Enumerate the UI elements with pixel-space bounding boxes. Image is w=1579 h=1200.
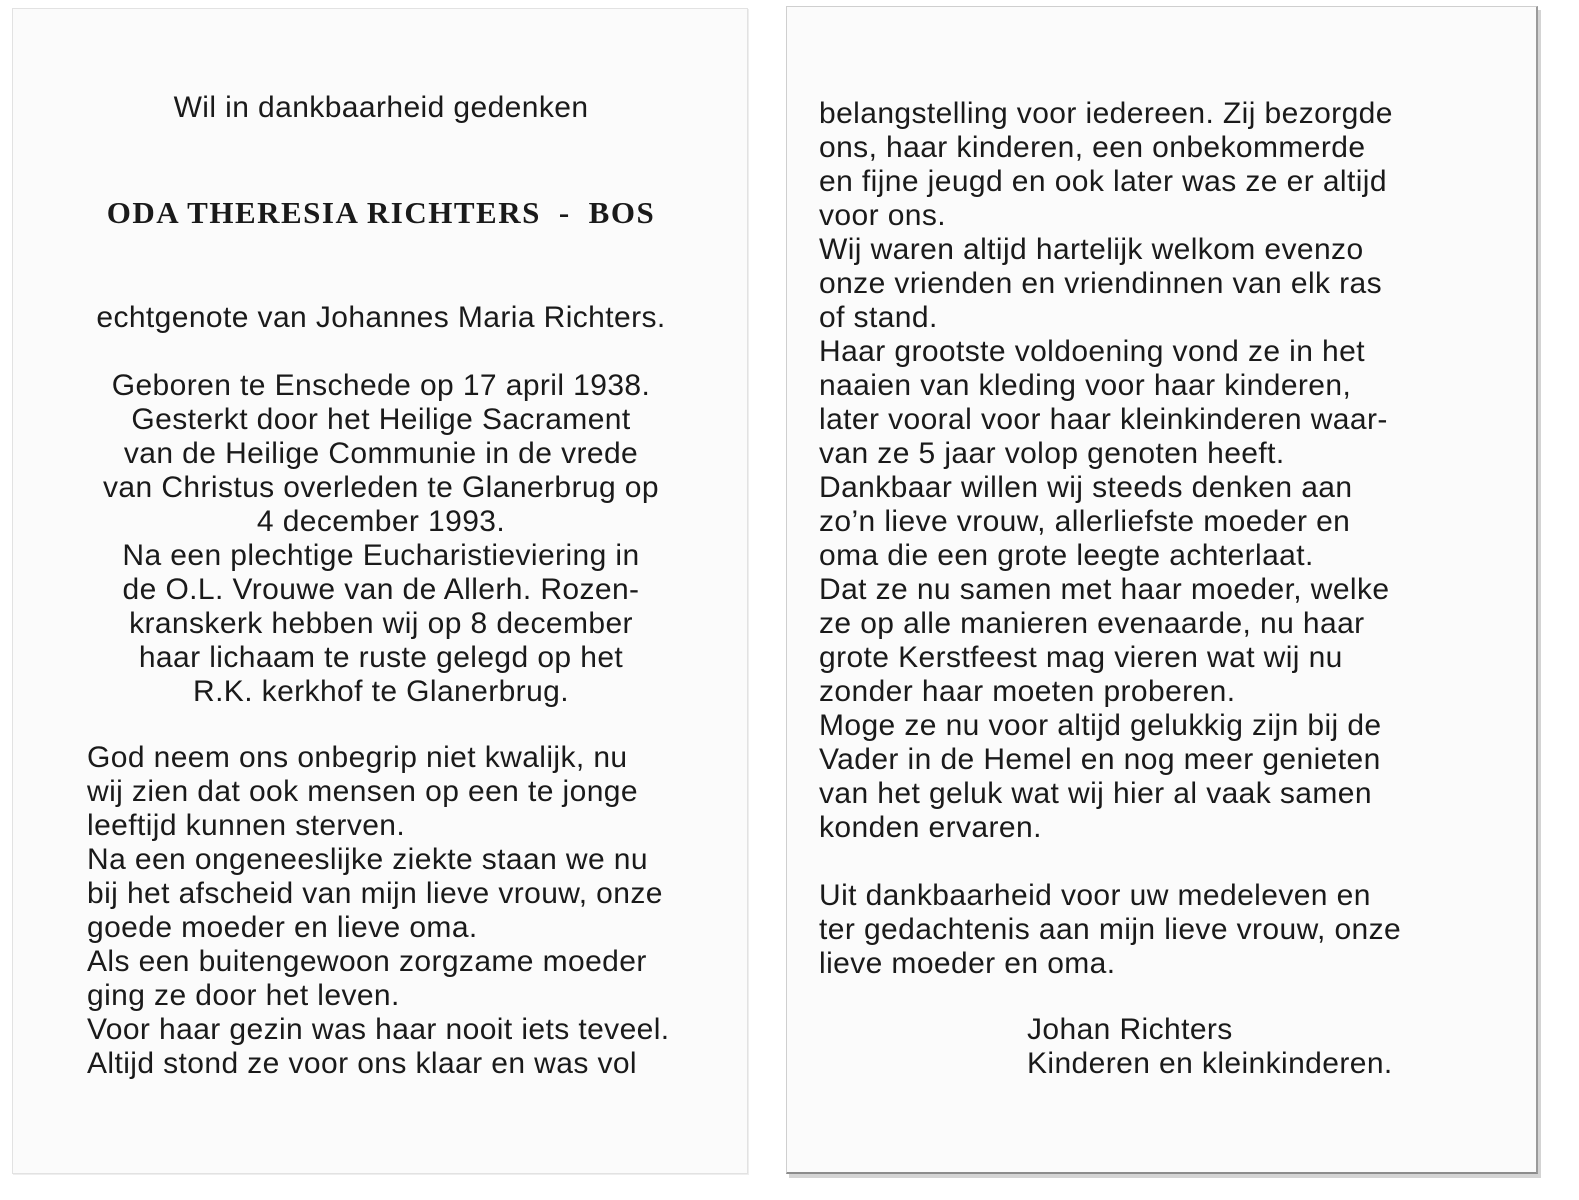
bio-line: Na een plechtige Eucharistieviering in [122, 539, 640, 572]
bio-line: van de Heilige Communie in de vrede [123, 437, 639, 470]
bio-line: de O.L. Vrouwe van de Allerh. Rozen- [122, 573, 640, 606]
text-line: van het geluk wat wij hier al vaak samen [819, 777, 1372, 810]
bio-line: kranskerk hebben wij op 8 december [129, 607, 633, 640]
signature-line: Johan Richters [1027, 1013, 1233, 1046]
spouse-line: echtgenote van Johannes Maria Richters. [96, 301, 666, 334]
text-line: Dat ze nu samen met haar moeder, welke [819, 573, 1390, 606]
text-line: belangstelling voor iedereen. Zij bezorgde [819, 97, 1393, 130]
text-line: goede moeder en lieve oma. [87, 911, 478, 944]
deceased-name-separator: - [558, 195, 571, 230]
text-line: God neem ons onbegrip niet kwalijk, nu [87, 741, 628, 774]
text-line: oma die een grote leegte achterlaat. [819, 539, 1314, 572]
memorial-card-right-page [786, 6, 1538, 1174]
bio-line: R.K. kerkhof te Glanerbrug. [193, 675, 569, 708]
text-line: van ze 5 jaar volop genoten heeft. [819, 437, 1285, 470]
bio-line: 4 december 1993. [256, 505, 506, 538]
intro-line: Wil in dankbaarheid gedenken [173, 91, 589, 124]
text-line: Vader in de Hemel en nog meer genieten [819, 743, 1381, 776]
text-line: Moge ze nu voor altijd gelukkig zijn bij de [819, 709, 1382, 742]
text-line: konden ervaren. [819, 811, 1042, 844]
text-line: voor ons. [819, 199, 946, 232]
text-line: Als een buitengewoon zorgzame moeder [87, 945, 647, 978]
text-line: Altijd stond ze voor ons klaar en was vol [87, 1047, 637, 1080]
text-line: ze op alle manieren evenaarde, nu haar [819, 607, 1365, 640]
text-line: ging ze door het leven. [87, 979, 400, 1012]
text-line: Na een ongeneeslijke ziekte staan we nu [87, 843, 648, 876]
text-line: of stand. [819, 301, 938, 334]
deceased-name-first: ODA THERESIA RICHTERS [106, 195, 541, 230]
text-line: Voor haar gezin was haar nooit iets teveel. [87, 1013, 670, 1046]
bio-line: van Christus overleden te Glanerbrug op [103, 471, 659, 504]
deceased-name-last: BOS [588, 195, 656, 230]
text-line: naaien van kleding voor haar kinderen, [819, 369, 1352, 402]
text-line: bij het afscheid van mijn lieve vrouw, onze [87, 877, 663, 910]
text-line: zonder haar moeten proberen. [819, 675, 1236, 708]
memorial-card-left-page [12, 8, 748, 1174]
bio-line: haar lichaam te ruste gelegd op het [138, 641, 624, 674]
text-line: wij zien dat ook mensen op een te jonge [87, 775, 638, 808]
thanks-line: Uit dankbaarheid voor uw medeleven en [819, 879, 1371, 912]
text-line: grote Kerstfeest mag vieren wat wij nu [819, 641, 1343, 674]
thanks-line: ter gedachtenis aan mijn lieve vrouw, onze [819, 913, 1402, 946]
text-line: Wij waren altijd hartelijk welkom evenzo [819, 233, 1364, 266]
bio-line: Gesterkt door het Heilige Sacrament [131, 403, 631, 436]
text-line: ons, haar kinderen, een onbekommerde [819, 131, 1366, 164]
deceased-name [13, 195, 749, 231]
signature-line: Kinderen en kleinkinderen. [1027, 1047, 1393, 1080]
text-line: Haar grootste voldoening vond ze in het [819, 335, 1365, 368]
text-line: Dankbaar willen wij steeds denken aan [819, 471, 1353, 504]
bio-line: Geboren te Enschede op 17 april 1938. [111, 369, 651, 402]
text-line: zo’n lieve vrouw, allerliefste moeder en [819, 505, 1351, 538]
thanks-line: lieve moeder en oma. [819, 947, 1116, 980]
text-line: leeftijd kunnen sterven. [87, 809, 406, 842]
text-line: later vooral voor haar kleinkinderen waar- [819, 403, 1388, 436]
text-line: en fijne jeugd en ook later was ze er altijd [819, 165, 1387, 198]
text-line: onze vrienden en vriendinnen van elk ras [819, 267, 1383, 300]
